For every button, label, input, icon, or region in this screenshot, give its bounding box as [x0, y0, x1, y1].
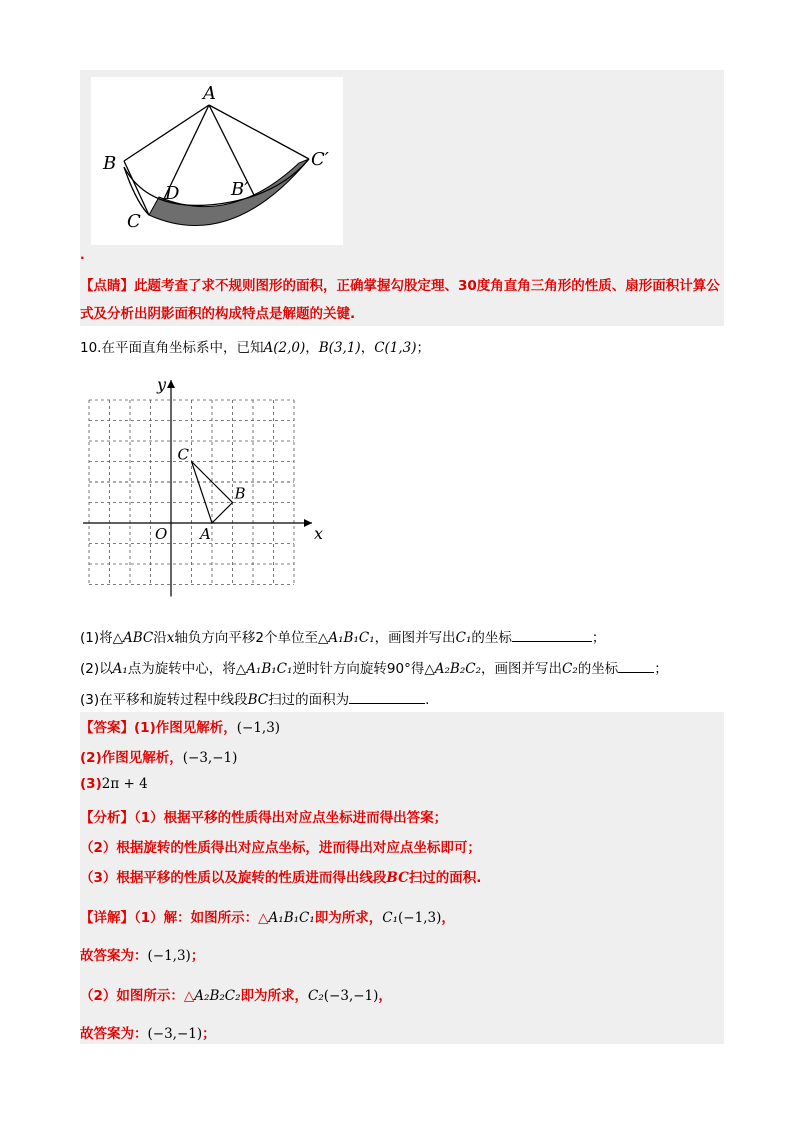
answer-2: [80, 746, 237, 766]
label-A: A: [203, 83, 216, 104]
analysis-l3-pre: （3）根据平移的性质以及旋转的性质进而得出线段: [80, 870, 387, 886]
a2-value: (−3,−1): [182, 750, 238, 766]
q1-tail2: 的坐标: [471, 630, 512, 646]
sep: ，: [360, 340, 375, 356]
point-a-label: A: [200, 525, 211, 543]
end-mark: ；: [416, 340, 431, 356]
seg-AC-prime: [209, 105, 309, 159]
q1-tri: ABC: [123, 630, 154, 646]
q2-tri: A₁B₁C₁: [246, 661, 293, 677]
d1-pt: C₁: [382, 910, 399, 926]
q3-end: .: [425, 692, 430, 708]
d2-pt: C₂: [308, 988, 324, 1004]
label-B-prime: B′: [231, 179, 249, 200]
d1-ans-end: ；: [190, 948, 205, 964]
q1-pre: (1)将△: [80, 630, 124, 646]
y-axis-arrow: [167, 380, 175, 388]
problem-number: 10.: [80, 340, 102, 356]
q1-pt: C₁: [455, 630, 472, 646]
arc-inner: [124, 159, 309, 205]
comment-paragraph: [80, 272, 720, 328]
d2-val: (−3,−1): [323, 988, 379, 1004]
answer-3: [80, 776, 148, 792]
detail-2: [80, 984, 392, 1004]
d1-pre: （1）解：如图所示：△: [134, 910, 269, 926]
detail-1: [80, 906, 455, 926]
sector-diagram: [91, 77, 343, 245]
x-axis-arrow: [304, 519, 312, 527]
q1-answer-blank[interactable]: [512, 627, 592, 642]
q2-pt: A₁: [112, 661, 128, 677]
a3-label: (3): [80, 776, 102, 792]
q2-tail2: 的坐标: [577, 661, 619, 677]
point-c: C(1,3): [374, 340, 417, 356]
answer-tag: 【答案】: [80, 720, 134, 736]
grid-lines: [89, 400, 294, 585]
a3-value: 2π + 4: [101, 776, 148, 792]
analysis-tag: 【分析】: [80, 810, 134, 826]
detail-2-answer: [80, 1022, 216, 1042]
analysis-2: [80, 836, 481, 856]
q1-tri2: A₁B₁C₁: [328, 630, 375, 646]
q2-answer-blank[interactable]: [618, 658, 654, 673]
d1-tri: A₁B₁C₁: [268, 910, 315, 926]
q1-mid: 沿: [153, 630, 167, 646]
label-B: B: [103, 153, 117, 174]
q3-post: 扫过的面积为: [268, 692, 350, 708]
a2-label: (2): [80, 750, 102, 766]
d1-ans-label: 故答案为：: [80, 948, 148, 964]
q3-answer-blank[interactable]: [349, 689, 425, 704]
point-b-label: B: [234, 484, 246, 503]
origin-label: O: [155, 525, 168, 543]
question-1: [80, 626, 605, 646]
y-axis-label: y: [157, 375, 167, 394]
d1-ans: (−1,3): [147, 948, 191, 964]
a1-value: (−1,3): [236, 720, 281, 736]
point-c-label: C: [177, 445, 189, 464]
red-dot: .: [80, 248, 85, 262]
label-D: D: [165, 183, 180, 204]
d2-ans-end: ；: [202, 1026, 216, 1042]
a2-text: 作图见解析，: [101, 750, 183, 766]
question-2: [80, 657, 668, 677]
q1-end: ；: [591, 630, 606, 646]
d1-mid: 即为所求，: [314, 910, 383, 926]
problem-10-stem: [80, 336, 430, 356]
q2-pt2: C₂: [562, 661, 578, 677]
d2-tri: A₂B₂C₂: [194, 988, 241, 1004]
d1-val: (−1,3): [398, 910, 442, 926]
d2-pre: （2）如图所示：△: [80, 988, 195, 1004]
analysis-l3-post: 扫过的面积.: [408, 870, 482, 886]
detail-tag: 【详解】: [80, 910, 134, 926]
q2-end: ；: [654, 661, 668, 677]
analysis-l1: （1）根据平移的性质得出对应点坐标进而得出答案；: [134, 810, 448, 826]
label-C-prime: C′: [311, 149, 329, 170]
detail-1-answer: [80, 944, 204, 964]
d1-end: ，: [441, 910, 455, 926]
coordinate-figure: [60, 366, 324, 606]
q2-tri2: A₂B₂C₂: [434, 661, 481, 677]
q1-axis: x: [166, 630, 175, 646]
analysis-3: [80, 866, 481, 886]
d2-ans-label: 故答案为：: [80, 1026, 148, 1042]
q3-pre: (3)在平移和旋转过程中线段: [80, 692, 248, 708]
q2-mid: 点为旋转中心，将△: [127, 661, 247, 677]
q3-seg: BC: [247, 692, 269, 708]
problem-intro: 在平面直角坐标系中，已知: [101, 340, 264, 356]
label-C: C: [127, 211, 141, 232]
question-3: [80, 688, 429, 708]
sep: ，: [305, 340, 319, 356]
answer-1: [80, 716, 280, 736]
analysis-1: [80, 806, 447, 826]
q1-tail: ，画图并写出: [374, 630, 456, 646]
a1-label: (1): [134, 720, 156, 736]
a1-text: 作图见解析，: [155, 720, 237, 736]
point-a: A(2,0): [263, 340, 306, 356]
seg-BC: [124, 161, 149, 215]
q2-pre: (2)以: [80, 661, 113, 677]
coordinate-grid: [60, 366, 324, 602]
figure-sector: [91, 77, 343, 245]
d2-mid: 即为所求，: [240, 988, 309, 1004]
comment-tag: 【点睛】: [80, 278, 134, 294]
comment-text: 此题考查了求不规则图形的面积，正确掌握勾股定理、30度角直角三角形的性质、扇形面积计算公式及分析出阴影面积的构成特点是解题的关键.: [80, 278, 720, 322]
q2-post: 逆时针方向旋转90°得△: [292, 661, 435, 677]
x-axis-label: x: [314, 524, 324, 543]
analysis-l3-seg: BC: [386, 870, 409, 886]
analysis-l2: （2）根据旋转的性质得出对应点坐标，进而得出对应点坐标即可；: [80, 840, 481, 856]
q1-post: 轴负方向平移2个单位至△: [174, 630, 329, 646]
q2-tail: ，画图并写出: [481, 661, 562, 677]
d2-ans: (−3,−1): [147, 1026, 203, 1042]
d2-end: ，: [378, 988, 392, 1004]
point-b: B(3,1): [318, 340, 361, 356]
